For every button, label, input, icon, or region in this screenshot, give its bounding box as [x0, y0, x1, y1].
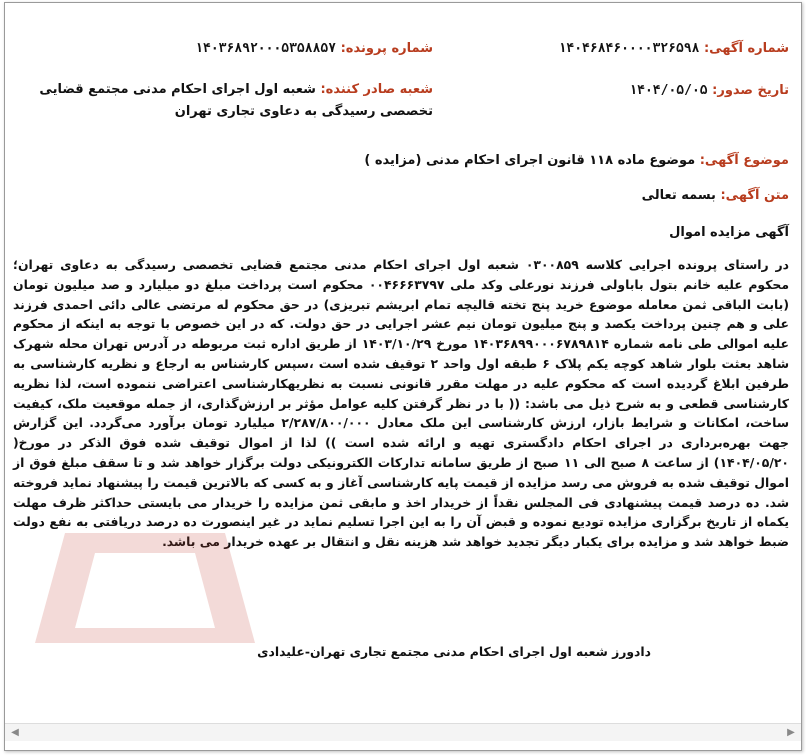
issuer-label: شعبه صادر کننده:	[320, 82, 433, 97]
scroll-right-icon[interactable]: ▶	[787, 727, 795, 738]
case-number-label: شماره پرونده:	[340, 41, 433, 56]
text-header-value: بسمه تعالی	[641, 188, 716, 203]
issuer-value: شعبه اول اجرای احکام مدنی مجتمع قضایی تخصصی رسیدگی به دعاوی تجاری تهران	[39, 82, 433, 119]
text-label: متن آگهی:	[720, 188, 789, 203]
issue-date-label: تاریخ صدور:	[712, 83, 789, 98]
notice-body	[13, 255, 789, 552]
signature-line: دادورز شعبه اول اجرای احکام مدنی مجتمع تجاری تهران-علیدادی	[257, 644, 651, 659]
case-number-row	[195, 41, 433, 56]
subject-label: موضوع آگهی:	[699, 153, 789, 168]
text-header-row	[642, 188, 789, 203]
notice-document	[4, 2, 802, 751]
case-number-value: ۱۴۰۳۶۸۹۲۰۰۰۵۳۵۸۸۵۷	[195, 41, 337, 56]
notice-number-value: ۱۴۰۴۶۸۴۶۰۰۰۰۳۲۶۵۹۸	[558, 41, 700, 56]
subject-row	[364, 153, 789, 168]
notice-title: آگهی مزایده اموال	[669, 225, 789, 240]
issue-date-value: ۱۴۰۴/۰۵/۰۵	[629, 83, 708, 98]
notice-body-paragraph: در راستای پرونده اجرایی کلاسه ۰۳۰۰۸۵۹ شعبه اول اجرای احکام مدنی مجتمع قضایی تخصصی رسیدگی به دعاوی تهران؛ محکوم علیه خانم بتول باباولی فرزند نورعلی وکد ملی ۰۰۴۶۶۶۳۷۹۷ محکوم است پرداخت مبلغ دو میلیارد و صد میلیون تومان (بابت الباقی ثمن معامله موضوع خرید پنج تخته قالیچه تمام ابریشم تبریزی) در حق محکوم له مرتضی عالی دائی احمدی فرزند علی و هم چنین پرداخت یکصد و پنج میلیون تومان نیم عشر اجرایی در حق دولت. که در این خصوص با توجه به اینکه از محکوم علیه اموالی طی نامه شماره ۱۴۰۳۶۸۹۹۰۰۰۶۷۸۹۸۱۴ مورخ ۱۴۰۳/۱۰/۲۹ از طریق اداره ثبت مربوطه در آدرس تهران محله شهرک شاهد بعثت بلوار شاهد کوچه یکم پلاک ۶ طبقه اول واحد ۲ توقیف شده است ،سپس کارشناس به ارجاع و نظریه کارشناسی به طرفین ابلاغ گردیده است که محکوم علیه در مهلت مقرر قانونی نسبت به نظریهکارشناسی اعتراضی ننموده است، لذا نظریه کارشناسی قطعی و به شرح ذیل می باشد: (( با در نظر گرفتن کلیه عوامل مؤثر بر ارزش‌گذاری، از جمله موقعیت ملک، کیفیت ساخت، امکانات و شرایط بازار، ارزش کارشناسی این ملک معادل ۲/۲۸۷/۸۰۰/۰۰۰ میلیارد تومان برآورد می‌گردد. این گزارش جهت بهره‌برداری در اجرای احکام دادگستری تهیه و ارائه شده است )) لذا از اموال توقیف شده فوق الذکر در مورخ( ۱۴۰۴/۰۵/۲۰) از ساعت ۸ صبح الی ۱۱ صبح از طریق سامانه تدارکات الکترونیکی دولت برگزار خواهد شد و تا سقف مبلغ فوق از اموال توقیف شده به فروش می رسد مزایده از قیمت پایه کارشناسی آغاز و به کسی که بالاترین قیمت را پیشنهاد نماید فروخته شد. ده درصد قیمت پیشنهادی فی المجلس نقداً از خریدار اخذ و مابقی ثمن مزایده را خریدار می بایستی حداکثر ظرف مهلت یکماه از تاریخ برگزاری مزایده تودیع نموده و قبض آن را به این اجرا تسلیم نماید در غیر اینصورت ده درصد دریافتی به نفع دولت ضبط خواهد شد و مزایده برای یکبار دیگر تجدید خواهد شد هزینه نقل و انتقال بر عهده خریدار می باشد.	[13, 257, 790, 550]
notice-number-row	[559, 41, 789, 56]
horizontal-scrollbar[interactable]	[5, 723, 801, 741]
issue-date-row	[629, 83, 789, 98]
subject-value: موضوع ماده ۱۱۸ قانون اجرای احکام مدنی (مزایده )	[364, 153, 696, 168]
issuer-row	[13, 79, 433, 123]
scroll-left-icon[interactable]: ◀	[11, 727, 19, 738]
notice-number-label: شماره آگهی:	[703, 41, 789, 56]
